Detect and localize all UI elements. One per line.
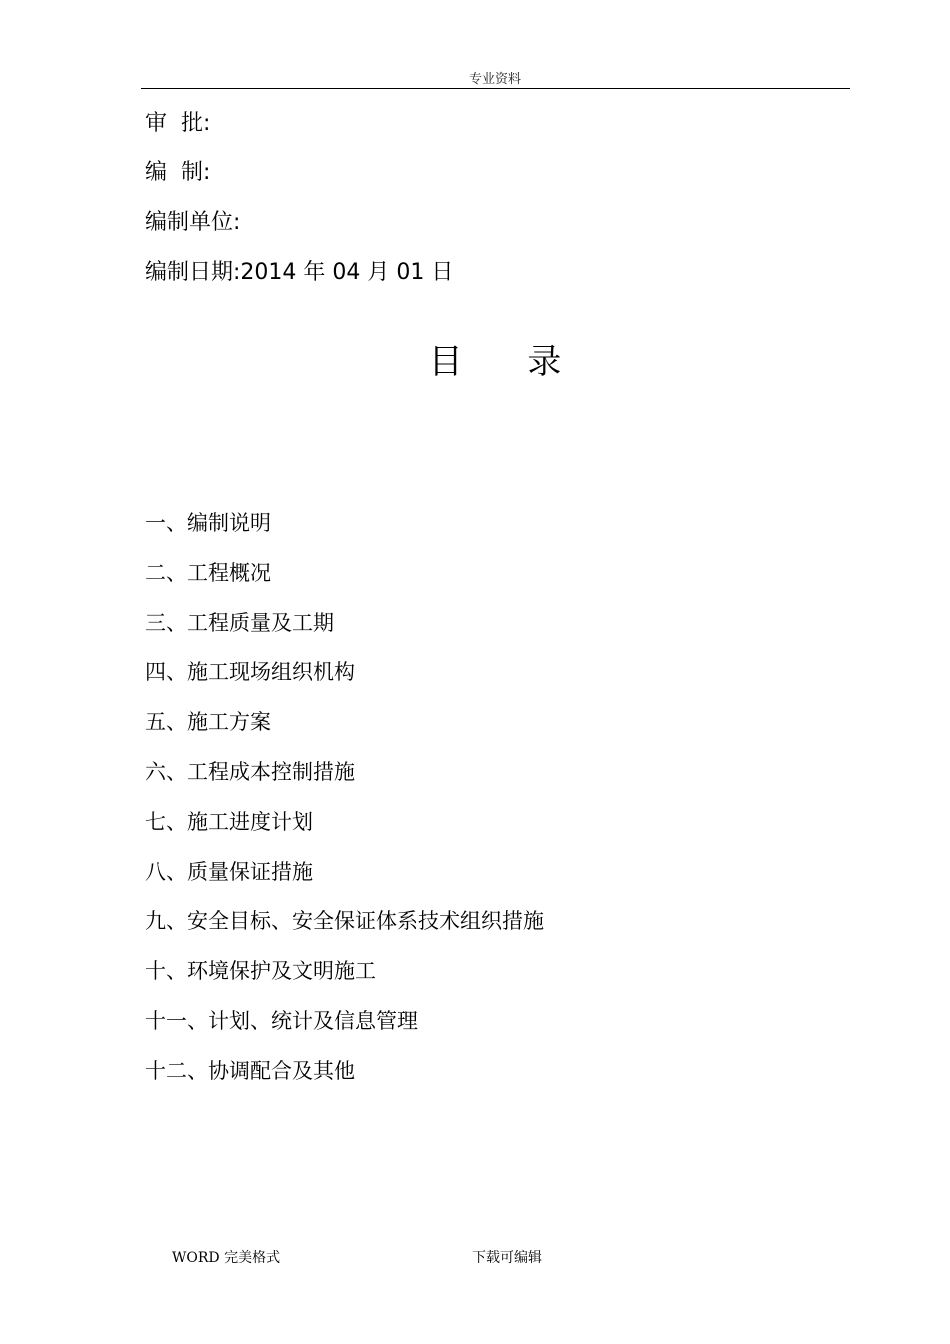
toc-item: 一、编制说明 [145,511,271,535]
toc-item: 十二、协调配合及其他 [145,1058,355,1083]
toc-item: 六、工程成本控制措施 [145,759,355,784]
compiled-by-line: 编 制: [145,160,211,185]
compile-date-line: 编制日期:2014 年 04 月 01 日 [145,260,454,285]
compiling-unit-line: 编制单位: [145,210,241,235]
toc-item: 五、施工方案 [145,710,271,735]
toc-item: 十、环境保护及文明施工 [145,959,376,984]
toc-item: 三、工程质量及工期 [145,610,334,635]
toc-item: 九、安全目标、安全保证体系技术组织措施 [145,909,544,934]
toc-item: 四、施工现场组织机构 [145,660,355,685]
page-header-label: 专业资料 [468,72,521,87]
toc-item: 二、工程概况 [145,560,271,585]
toc-list [145,508,544,1106]
header-divider [141,88,850,89]
footer-right-label: 下载可编辑 [472,1250,542,1266]
toc-item: 八、质量保证措施 [145,859,313,884]
toc-item: 七、施工进度计划 [145,809,313,834]
footer-left-label: WORD 完美格式 [172,1250,281,1266]
approval-line: 审 批: [145,111,211,136]
toc-item: 十一、计划、统计及信息管理 [145,1008,418,1033]
toc-title: 目 录 [428,342,562,382]
